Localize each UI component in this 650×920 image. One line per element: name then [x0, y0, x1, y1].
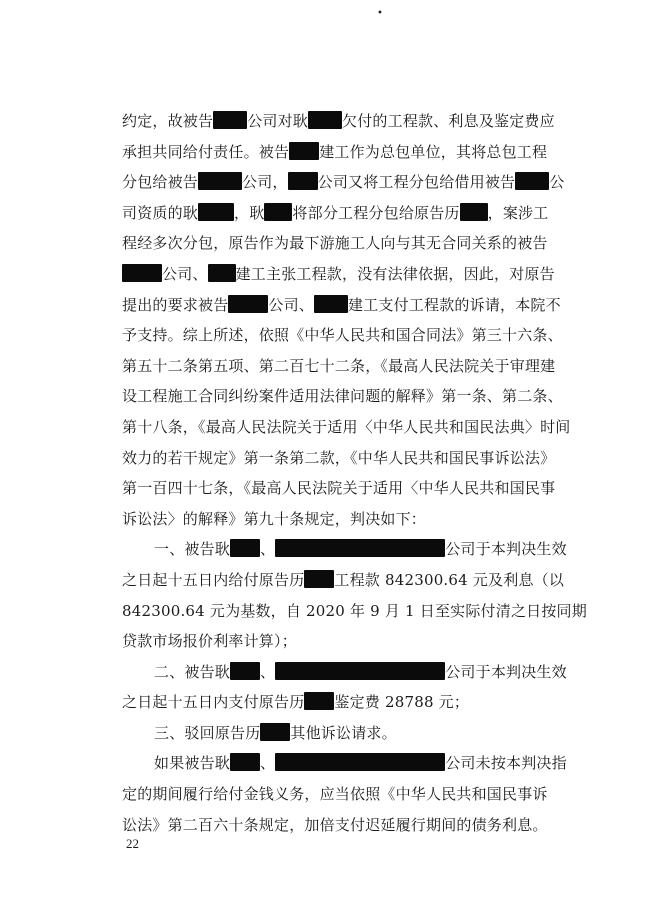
text-line: 如果被告耿 、 公司未按本判决指 [154, 754, 567, 773]
redaction-block [314, 295, 348, 313]
redaction-block [198, 203, 234, 221]
text-line: 分包给被告 公司， 公司又将工程分包给借用被告 公 [122, 173, 565, 192]
text-line: 贷款市场报价利率计算）； [122, 632, 297, 651]
text-line: 讼法》第二百六十条规定，加倍支付迟延履行期间的债务利息。 [122, 815, 548, 834]
text-line: 第五十二条第五项、第二百七十二条，《最高人民法院关于审理建 [122, 356, 556, 375]
redaction-block [275, 662, 445, 680]
text-line: 第十八条，《最高人民法院关于适用〈中华人民共和国民法典〉时间 [122, 417, 571, 436]
text-line: 诉讼法〉的解释》第九十条规定，判决如下： [122, 509, 427, 528]
redaction-block [460, 203, 488, 221]
page-number: 22 [126, 836, 139, 851]
text-line: 程经多次分包，原告作为最下游施工人向与其无合同关系的被告 [122, 234, 548, 253]
text-line: 第一百四十七条，《最高人民法院关于适用〈中华人民共和国民事 [122, 479, 556, 498]
redaction-block [304, 570, 334, 588]
text-line: 定的期间履行给付金钱义务，应当依照《中华人民共和国民事诉 [122, 785, 548, 804]
text-line: 司资质的耿 ，耿 将部分工程分包给原告历 ，案涉工 [122, 203, 549, 222]
redaction-block [515, 172, 549, 190]
redaction-block [308, 111, 342, 129]
text-line: 约定，故被告 公司对耿 欠付的工程款、利息及鉴定费应 [122, 112, 555, 130]
redaction-block [228, 295, 268, 313]
redaction-block [260, 723, 290, 741]
text-line: 二、被告耿 、 公司于本判决生效 [154, 662, 567, 681]
redaction-block [198, 172, 242, 190]
judgment-body [122, 106, 602, 840]
redaction-block [213, 111, 247, 129]
text-line: 之日起十五日内给付原告历 工程款 842300.64 元及利息（以 [122, 570, 565, 589]
text-line: 效力的若干规定》第一条第二款，《中华人民共和国民事诉讼法》 [122, 448, 556, 467]
redaction-block [230, 753, 260, 771]
text-line: 提出的要求被告 公司、 建工支付工程款的诉请，本院不 [122, 295, 561, 314]
text-line: 予支持。综上所述，依照《中华人民共和国合同法》第三十六条、 [122, 326, 563, 345]
redaction-block [275, 753, 445, 771]
redaction-block [275, 539, 445, 557]
text-line: 三、驳回原告历 其他诉讼请求。 [154, 723, 397, 742]
text-line: 之日起十五日内支付原告历 鉴定费 28788 元； [122, 693, 470, 712]
text-line: 设工程施工合同纠纷案件适用法律问题的解释》第一条、第二条、 [122, 387, 563, 406]
text-line: 承担共同给付责任。被告 建工作为总包单位，其将总包工程 [122, 142, 548, 161]
redaction-block [288, 172, 318, 190]
redaction-block [122, 264, 162, 282]
top-mark: • [377, 8, 383, 19]
text-line: 公司、 建工主张工程款，没有法律依据，因此，对原告 [122, 259, 602, 290]
redaction-block [304, 692, 334, 710]
redaction-block [230, 539, 260, 557]
redaction-block [208, 264, 236, 282]
redaction-block [264, 203, 292, 221]
text-line: 一、被告耿 、 公司于本判决生效 [154, 540, 567, 559]
redaction-block [289, 142, 319, 160]
text-line: 842300.64 元为基数，自 2020 年 9 月 1 日至实际付清之日按同期 [122, 601, 587, 620]
redaction-block [230, 662, 260, 680]
